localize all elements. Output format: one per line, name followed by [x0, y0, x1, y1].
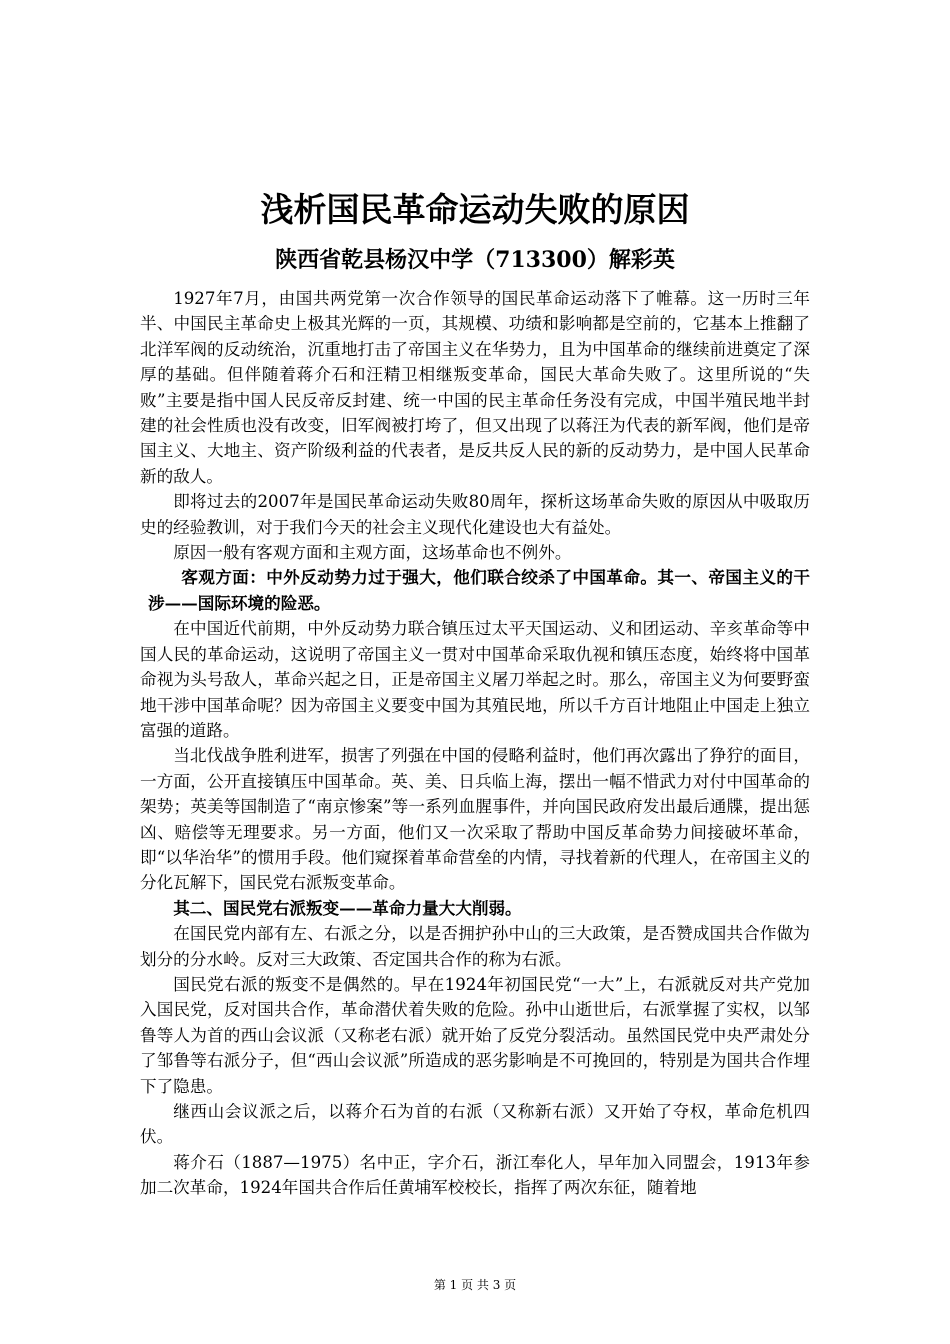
paragraph-causes-overview: 原因一般有客观方面和主观方面，这场革命也不例外。: [173, 543, 572, 563]
document-body: [140, 286, 810, 1201]
paragraph-chiang-kai-shek: 蒋介石（1887—1975）名中正，字介石，浙江奉化人，早年加入同盟会，1913年参加二次革命，1924年国共合作后任黄埔军校校长，指挥了两次东征，随着地: [140, 1152, 810, 1198]
section-heading-objective: 客观方面：中外反动势力过于强大，他们联合绞杀了中国革命。其一、帝国主义的干涉——国际环境的险恶。: [148, 567, 810, 613]
document-subtitle: 陕西省乾县杨汉中学（713300）解彩英: [275, 247, 675, 273]
paragraph-northern-expedition: 当北伐战争胜利进军，损害了列强在中国的侵略利益时，他们再次露出了狰狞的面目，一方面，公开直接镇压中国革命。英、美、日兵临上海，摆出一幅不惜武力对付中国革命的架势；英美等国制造了“南京惨案”等一系列血腥事件，并向国民政府发出最后通牒，提出惩凶、赔偿等无理要求。另一方面，他们又一次采取了帮助中国反革命势力间接破坏革命，即“以华治华”的惯用手段。他们窥探着革命营垒的内情，寻找着新的代理人，在帝国主义的分化瓦解下，国民党右派叛变革命。: [140, 746, 810, 893]
paragraph-new-right-wing: 继西山会议派之后，以蒋介石为首的右派（又称新右派）又开始了夺权，革命危机四伏。: [140, 1102, 810, 1147]
paragraph-imperialist-suppression: 在中国近代前期，中外反动势力联合镇压过太平天国运动、义和团运动、辛亥革命等中国人民的革命运动，这说明了帝国主义一贯对中国革命采取仇视和镇压态度，始终将中国革命视为头号敌人，革命兴起之日，正是帝国主义屠刀举起之时。那么，帝国主义为何要野蛮地干涉中国革命呢？因为帝国主义要变中国为其殖民地，所以千方百计地阻止中国走上独立富强的道路。: [140, 619, 810, 740]
page-footer: 第 1 页 共 3 页: [433, 1278, 517, 1292]
paragraph-left-right-factions: 在国民党内部有左、右派之分，以是否拥护孙中山的三大政策，是否赞成国共合作做为划分的分水岭。反对三大政策、否定国共合作的称为右派。: [140, 924, 810, 969]
paragraph-significance: 即将过去的2007年是国民革命运动失败80周年，探析这场革命失败的原因从中吸取历史的经验教训，对于我们今天的社会主义现代化建设也大有益处。: [140, 492, 810, 537]
document-title: 浅析国民革命运动失败的原因: [260, 190, 690, 229]
paragraph-right-wing-betrayal: 国民党右派的叛变不是偶然的。早在1924年初国民党“一大”上，右派就反对共产党加入国民党，反对国共合作，革命潜伏着失败的危险。孙中山逝世后，右派掌握了实权，以邹鲁等人为首的西山会议派（又称老右派）就开始了反党分裂活动。虽然国民党中央严肃处分了邹鲁等右派分子，但“西山会议派”所造成的恶劣影响是不可挽回的，特别是为国共合作埋下了隐患。: [140, 974, 810, 1096]
paragraph-intro: 1927年7月，由国共两党第一次合作领导的国民革命运动落下了帷幕。这一历时三年半、中国民主革命史上极其光辉的一页，其规模、功绩和影响都是空前的，它基本上推翻了北洋军阀的反动统治，沉重地打击了帝国主义在华势力，且为中国革命的继续前进奠定了深厚的基础。但伴随着蒋介石和汪精卫相继叛变革命，国民大革命失败了。这里所说的“失败”主要是指中国人民反帝反封建、统一中国的民主革命任务没有完成，中国半殖民地半封建的社会性质也没有改变，旧军阀被打垮了，但又出现了以蒋汪为代表的新军阀，他们是帝国主义、大地主、资产阶级利益的代表者，是反共反人民的新的反动势力，是中国人民革命新的敌人。: [140, 289, 810, 486]
section-heading-right-wing: 其二、国民党右派叛变——革命力量大大削弱。: [173, 897, 522, 918]
